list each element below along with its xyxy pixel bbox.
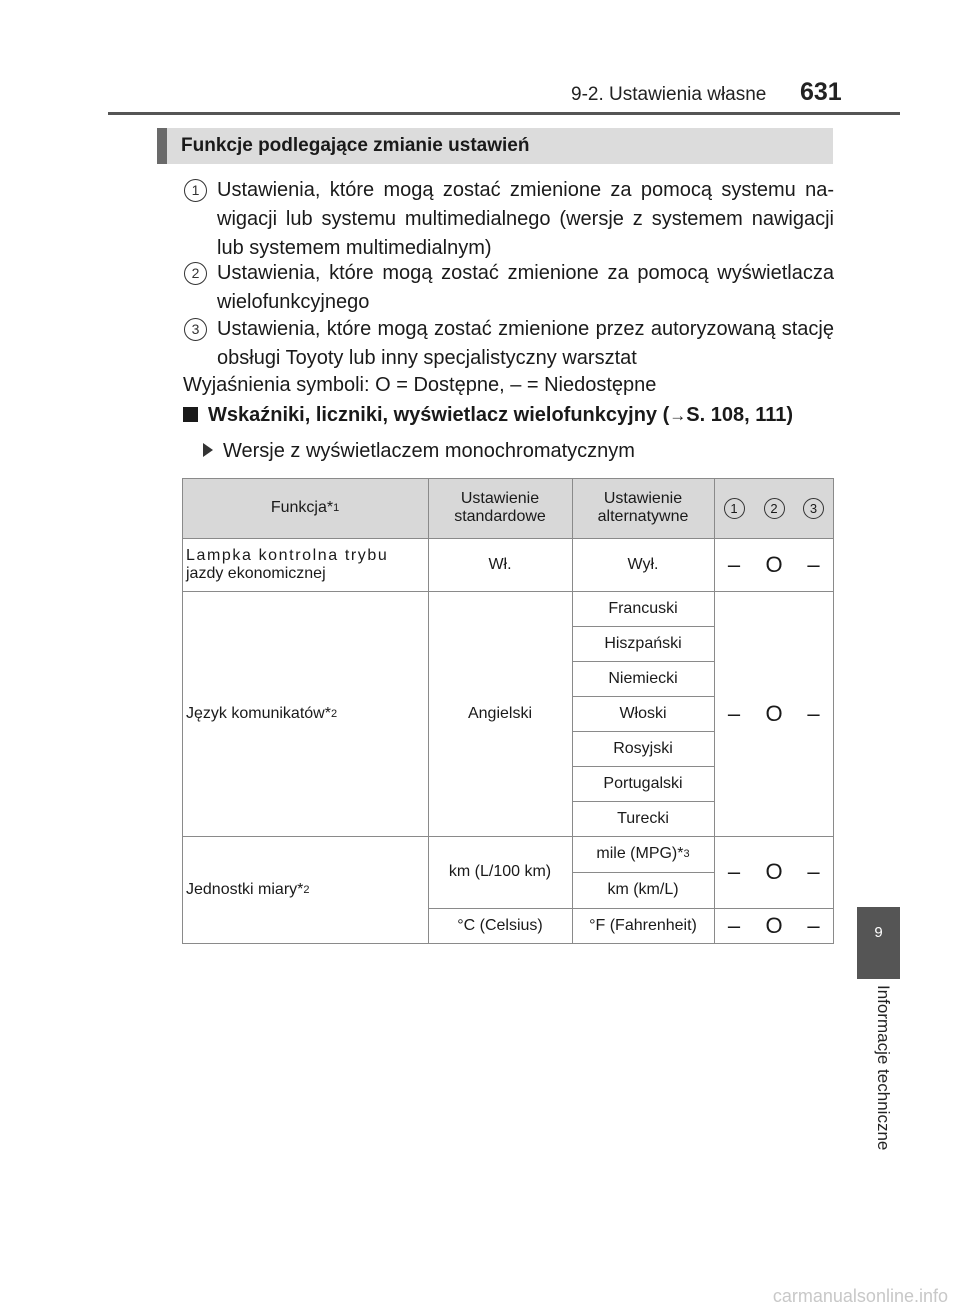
alternative-value: Rosyjski	[613, 739, 673, 757]
default-value: °C (Celsius)	[457, 916, 543, 934]
bullet-item	[203, 440, 635, 463]
circled-number-2-icon: 2	[764, 498, 785, 519]
availability-col3: –	[807, 700, 820, 726]
numbered-item-text: Ustawienia, które mogą zostać zmienione przez autoryzowaną stację obsługi Toyoty lub inny specjalistyczny warsztat	[217, 318, 834, 369]
numbered-item-2	[184, 259, 834, 317]
function-text: Lampka kontrolna trybu	[186, 546, 389, 564]
table-rule	[833, 478, 834, 944]
numbered-item-text: Ustawienia, które mogą zostać zmienione za pomocą systemu na-wigacji lub systemu multimedialnego (wersje z systemem nawigacji lub systemem multimedialnym)	[217, 179, 834, 259]
availability-col2: O	[765, 700, 783, 726]
numbered-item-3	[184, 315, 834, 373]
circled-number-1-icon: 1	[184, 179, 207, 202]
alternative-value	[572, 836, 714, 872]
footnote-ref: 2	[330, 707, 338, 720]
table-header-function	[182, 478, 428, 538]
header-rule	[108, 112, 900, 115]
chapter-label: Informacje techniczne	[874, 985, 893, 1151]
section-title: Funkcje podlegające zmianie ustawień	[181, 135, 530, 156]
arrow-icon: →	[669, 406, 687, 425]
alternative-value: Włoski	[619, 704, 667, 722]
availability-col3: –	[807, 859, 820, 884]
numbered-item-text: Ustawienia, które mogą zostać zmienione za pomocą wyświetlacza wielofunkcyjnego	[217, 262, 834, 313]
table-header-alternative	[572, 478, 714, 538]
alternative-value: km (km/L)	[607, 881, 679, 898]
alternative-value: Francuski	[608, 599, 678, 617]
availability-col1: –	[727, 912, 741, 938]
header-function-text: Funkcja*	[270, 499, 334, 516]
availability-col2: O	[765, 859, 783, 884]
watermark: carmanualsonline.info	[772, 1286, 948, 1306]
table-rule	[182, 943, 833, 944]
alternative-value: Hiszpański	[604, 634, 682, 652]
footnote-ref: 2	[303, 883, 310, 896]
availability-col3: –	[807, 551, 820, 577]
alternative-text: mile (MPG)*	[596, 845, 684, 862]
header-alt-line: Ustawienie	[603, 490, 683, 507]
symbol-legend: Wyjaśnienia symboli: O = Dostępne, – = Niedostępne	[183, 374, 657, 396]
subheading-ref: S. 108, 111)	[686, 404, 794, 426]
default-value: Wł.	[488, 555, 512, 573]
circled-number-3-icon: 3	[803, 498, 824, 519]
alternative-value: °F (Fahrenheit)	[589, 916, 697, 934]
subheading-text: Wskaźniki, liczniki, wyświetlacz wielofunkcyjny (	[208, 404, 670, 426]
table-header-col2	[754, 478, 794, 538]
function-text: Jednostki miary*	[186, 880, 304, 898]
running-header: 9-2. Ustawienia własne	[571, 84, 767, 105]
page-number: 631	[800, 78, 842, 106]
bullet-text: Wersje z wyświetlaczem monochromatycznym	[223, 440, 635, 462]
function-text: Język komunikatów*	[186, 704, 331, 722]
circled-number-3-icon: 3	[184, 318, 207, 341]
header-default-line: Ustawienie	[460, 490, 540, 507]
availability-col1: –	[727, 700, 741, 726]
table-header-col1	[714, 478, 754, 538]
availability-col1: –	[727, 859, 741, 884]
table-row-units	[186, 836, 428, 943]
footnote-ref: 1	[333, 502, 340, 514]
availability-col2: O	[765, 551, 783, 577]
square-bullet-icon	[183, 407, 198, 422]
alternative-value: Portugalski	[603, 774, 683, 792]
chapter-tab: 9	[857, 907, 900, 979]
table-header-default	[428, 478, 572, 538]
header-alt-line: alternatywne	[597, 508, 689, 525]
table-header-col3	[794, 478, 833, 538]
numbered-item-1	[184, 176, 834, 263]
triangle-bullet-icon	[203, 443, 213, 457]
table-rule	[182, 478, 183, 944]
alternative-value: Turecki	[617, 809, 669, 827]
table-row-language	[186, 591, 428, 836]
function-text: jazdy ekonomicznej	[186, 564, 326, 582]
availability-col1: –	[727, 551, 741, 577]
footnote-ref: 3	[683, 848, 690, 860]
section-title-bar	[157, 128, 833, 164]
alternative-value: Niemiecki	[608, 669, 678, 687]
table-row-eco-lamp	[186, 538, 424, 591]
availability-col3: –	[807, 912, 820, 938]
subheading	[183, 404, 793, 427]
default-value: Angielski	[467, 704, 533, 722]
availability-col2: O	[765, 912, 783, 938]
header-default-line: standardowe	[454, 508, 546, 525]
circled-number-1-icon: 1	[724, 498, 745, 519]
default-value: km (L/100 km)	[448, 863, 552, 880]
circled-number-2-icon: 2	[184, 262, 207, 285]
alternative-value: Wył.	[627, 555, 659, 573]
